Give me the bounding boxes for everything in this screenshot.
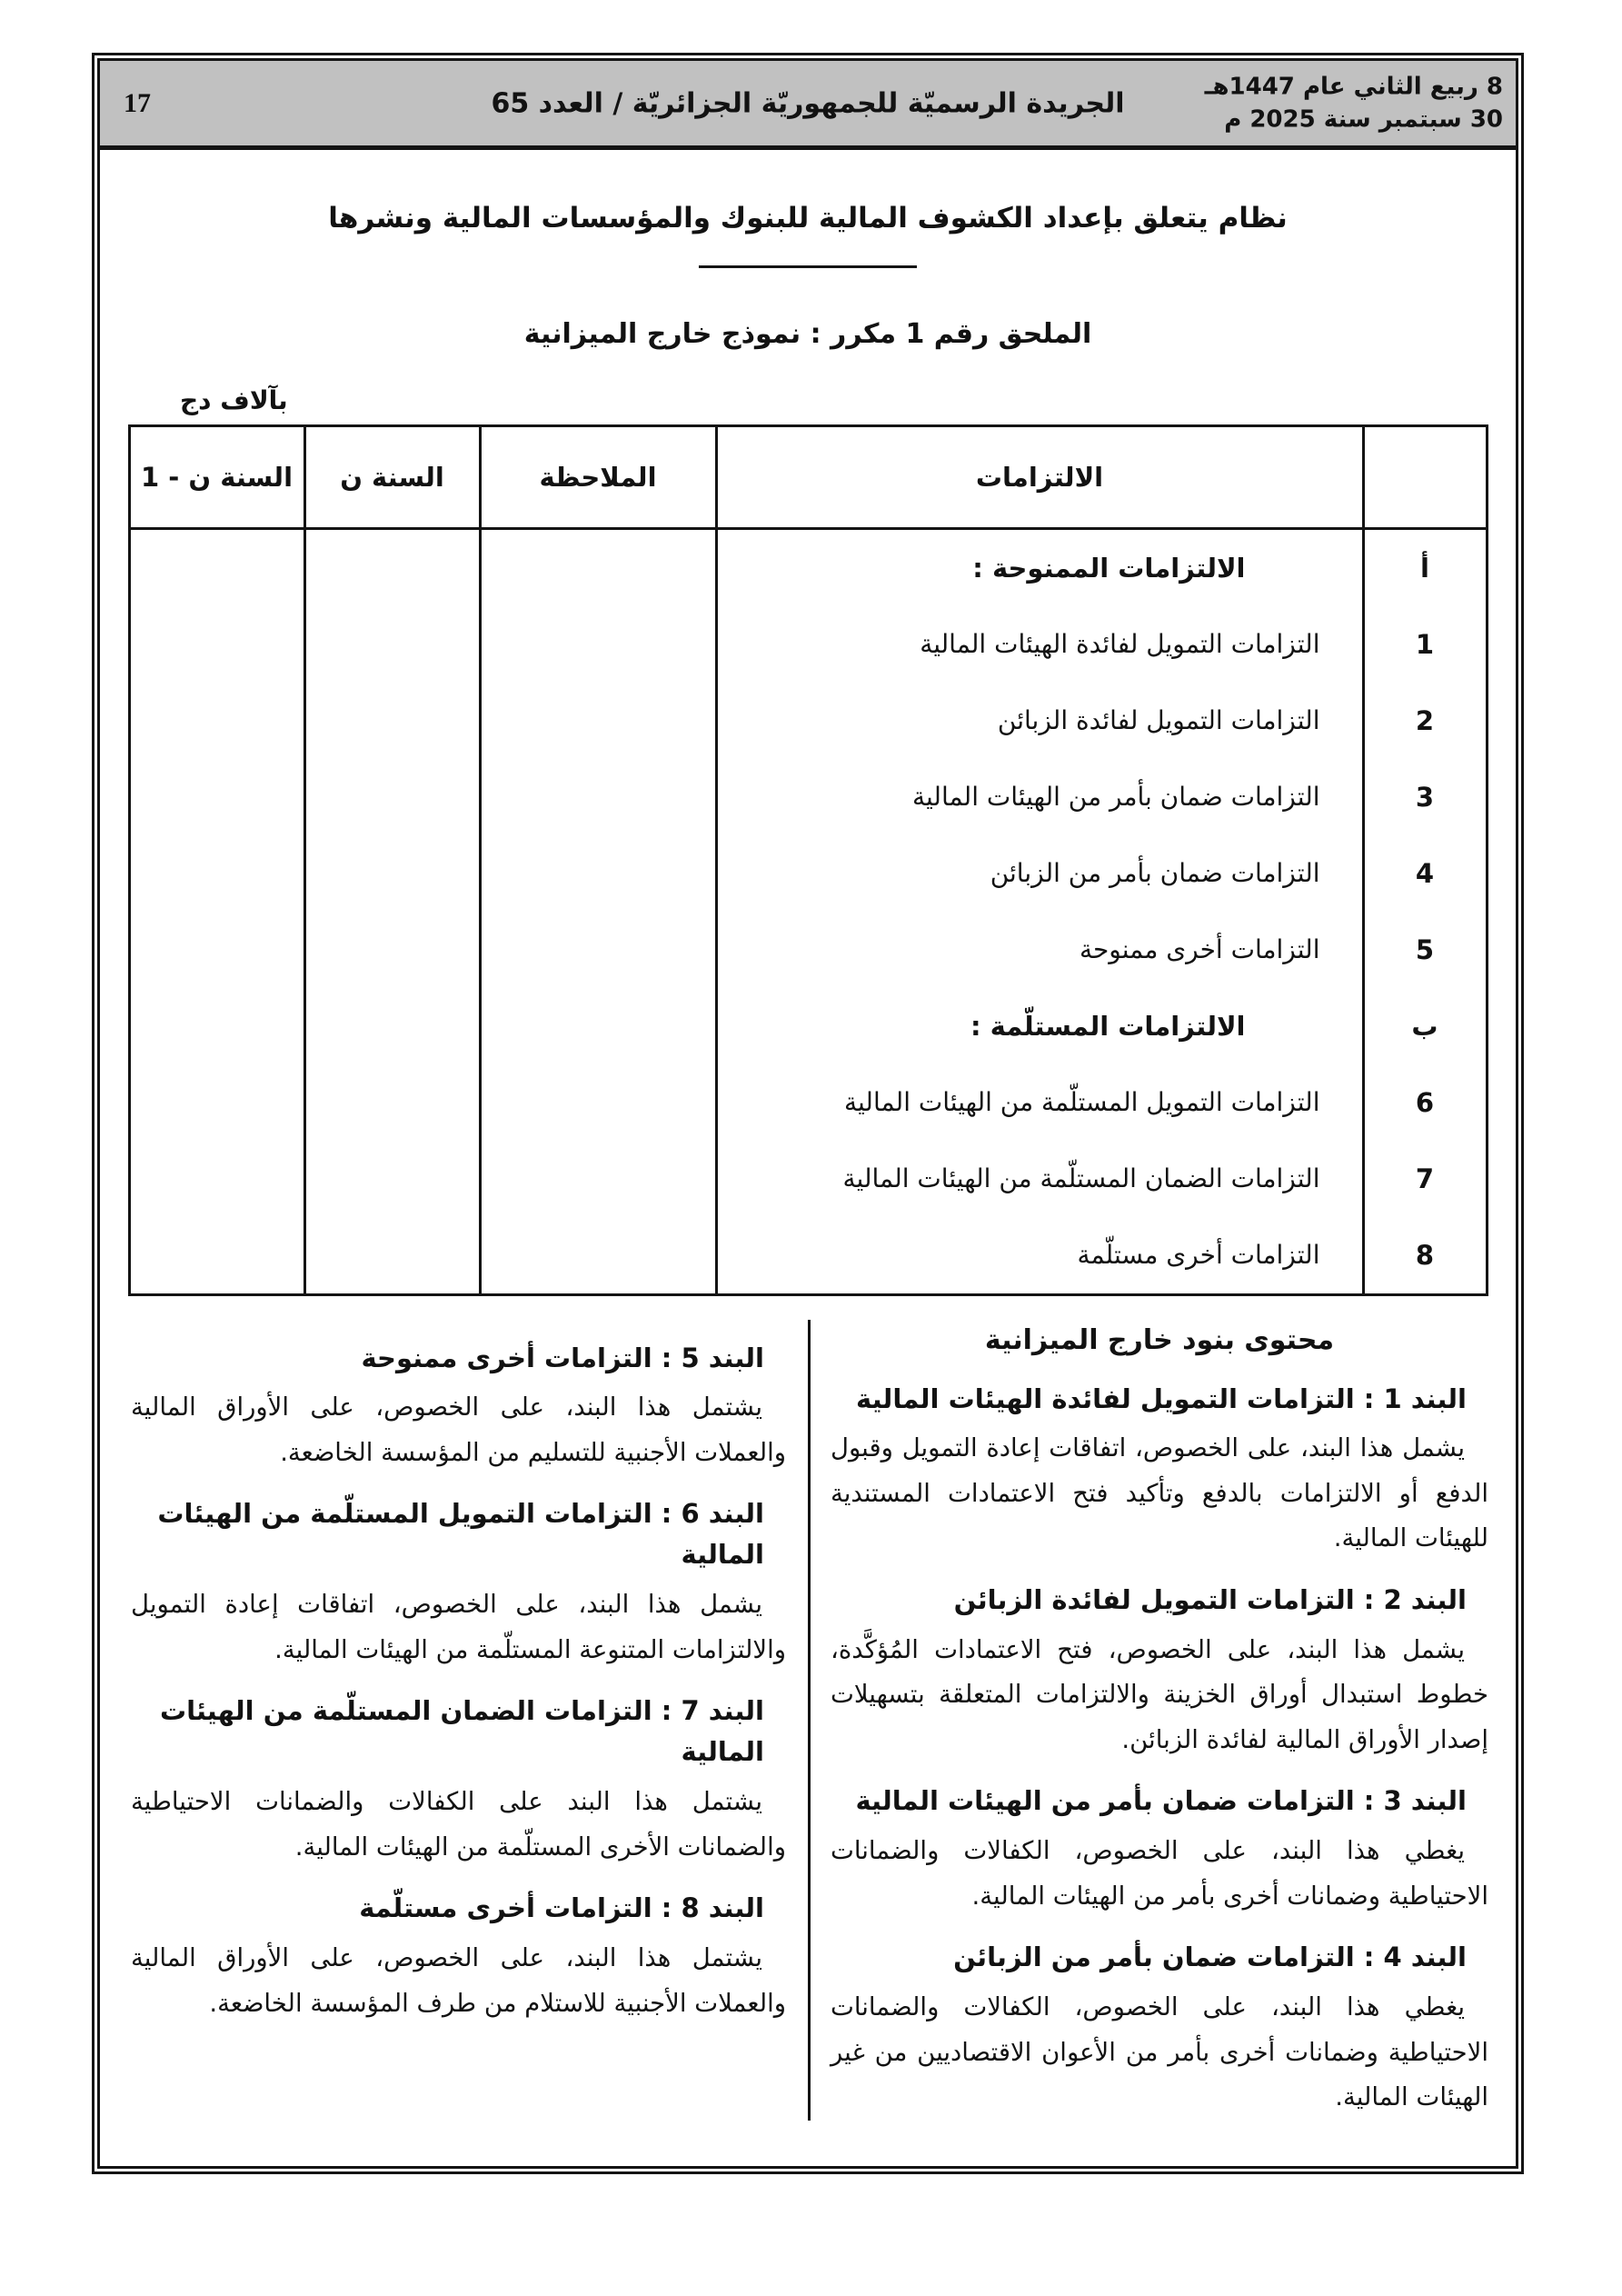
table-row-label: التزامات أخرى مستلّمة <box>1077 1240 1320 1270</box>
notes-items-right <box>831 1379 1488 2121</box>
table-row-label: التزامات أخرى ممنوحة <box>1079 934 1320 964</box>
table-row-number: 3 <box>1415 781 1435 813</box>
table-row-number: 7 <box>1415 1163 1435 1194</box>
note-item-title: البند 4 : التزامات ضمان بأمر من الزبائن <box>953 1942 1467 1973</box>
notes-column-right <box>808 1320 1492 2121</box>
note-item-body: يغطي هذا البند، على الخصوص، الكفالات والضمانات الاحتياطية وضمانات أخرى بأمر من الهيئات المالية. <box>831 1836 1488 1911</box>
table-header-row <box>129 425 1487 528</box>
note-item-body: يشتمل هذا البند على الكفالات والضمانات الاحتياطية والضمانات الأخرى المستلّمة من الهيئات المالية. <box>131 1787 786 1862</box>
note-item-left <box>131 1493 786 1672</box>
table-row-group-label: الالتزامات المستلّمة : <box>970 1010 1246 1042</box>
note-item-left <box>131 1691 786 1870</box>
title-separator-rule <box>699 265 917 268</box>
table-row-number: 8 <box>1415 1239 1435 1271</box>
table-body-row <box>129 528 1487 1294</box>
note-item-body: يشتمل هذا البند، على الخصوص، على الأوراق المالية والعملات الأجنبية للتسليم من المؤسسة الخاضعة. <box>131 1393 786 1467</box>
annex-title: الملحق رقم 1 مكرر : نموذج خارج الميزانية <box>523 317 1092 350</box>
page-frame <box>92 53 1524 2174</box>
table-row-number: 2 <box>1415 704 1435 736</box>
note-item-body: يشمل هذا البند، على الخصوص، اتفاقات إعادة التمويل والالتزامات المتنوعة المستلّمة من الهيئات المالية. <box>131 1590 786 1664</box>
notes-column-left <box>124 1320 808 2121</box>
notes-section <box>124 1320 1492 2121</box>
table-row-number: 5 <box>1415 933 1435 965</box>
table-col-commitments-header: الالتزامات <box>716 425 1363 528</box>
note-item-right <box>831 1379 1488 1562</box>
note-item-title: البند 6 : التزامات التمويل المستلّمة من الهيئات المالية <box>157 1498 764 1571</box>
table-row-label: التزامات ضمان بأمر من الهيئات المالية <box>911 782 1320 812</box>
notes-items-left <box>131 1338 786 2027</box>
note-item-title: البند 5 : التزامات أخرى ممنوحة <box>361 1342 764 1373</box>
issue-dates <box>1205 70 1503 136</box>
table-row-number: 1 <box>1415 628 1435 660</box>
date-hijri: 8 ربيع الثاني عام 1447هـ <box>1204 73 1503 101</box>
table-col-year-n-minus-1-header: السنة ن - 1 <box>129 425 304 528</box>
note-item-right <box>831 1937 1488 2120</box>
page-body <box>100 197 1516 2121</box>
notes-heading: محتوى بنود خارج الميزانية <box>984 1323 1335 1356</box>
note-item-title: البند 1 : التزامات التمويل لفائدة الهيئات المالية <box>856 1383 1467 1414</box>
masthead-band <box>100 61 1516 150</box>
page-frame-inner <box>97 58 1518 2169</box>
note-item-left <box>131 1338 786 1476</box>
table-row-label: التزامات ضمان بأمر من الزبائن <box>990 858 1320 888</box>
note-item-title: البند 3 : التزامات ضمان بأمر من الهيئات المالية <box>855 1785 1467 1817</box>
table-row-label: التزامات التمويل المستلّمة من الهيئات المالية <box>843 1087 1320 1117</box>
table-row-number: أ <box>1420 552 1429 584</box>
note-item-body: يغطي هذا البند، على الخصوص، الكفالات والضمانات الاحتياطية وضمانات أخرى بأمر من الأعوان الاقتصاديين من غير الهيئات المالية. <box>831 1992 1488 2112</box>
table-row-number: ب <box>1411 1010 1438 1042</box>
table-col-year-n-header: السنة ن <box>304 425 480 528</box>
note-item-title: البند 8 : التزامات أخرى مستلّمة <box>359 1892 764 1924</box>
table-col-note-header: الملاحظة <box>480 425 716 528</box>
off-balance-sheet-table <box>128 424 1488 1296</box>
table-row-number: 4 <box>1415 857 1435 889</box>
table-col-numbers-header <box>1363 425 1487 528</box>
note-item-right <box>831 1580 1488 1762</box>
note-item-body: يشمل هذا البند، على الخصوص، فتح الاعتمادات المُؤكَّدة، خطوط استبدال أوراق الخزينة والالتزامات المتعلقة بتسهيلات إصدار الأوراق المالية لفائدة الزبائن. <box>831 1634 1488 1754</box>
table-row-label: التزامات الضمان المستلّمة من الهيئات المالية <box>842 1163 1320 1193</box>
table-col-year-n-body <box>304 528 480 1294</box>
table-row-label: التزامات التمويل لفائدة الهيئات المالية <box>920 629 1320 659</box>
table-col-commitments-body <box>716 528 1363 1294</box>
note-item-body: يشمل هذا البند، على الخصوص، اتفاقات إعادة التمويل وقبول الدفع أو الالتزامات بالدفع وتأكيد فتح الاعتمادات المستندية للهيئات المالية. <box>831 1433 1488 1553</box>
note-item-left <box>131 1888 786 2026</box>
date-gregorian: 30 سبتمبر سنة 2025 م <box>1224 105 1503 134</box>
table-row-label: التزامات التمويل لفائدة الزبائن <box>997 705 1320 735</box>
table-row-group-label: الالتزامات الممنوحة : <box>972 552 1246 584</box>
note-item-right <box>831 1781 1488 1919</box>
table-col-numbers-body <box>1363 528 1487 1294</box>
unit-note: بآلاف دج <box>180 384 288 415</box>
journal-title: الجريدة الرسميّة للجمهوريّة الجزائريّة / العدد 65 <box>491 87 1125 119</box>
table-row-number: 6 <box>1415 1086 1435 1118</box>
table-col-year-n-minus-1-body <box>129 528 304 1294</box>
note-item-body: يشتمل هذا البند، على الخصوص، على الأوراق المالية والعملات الأجنبية للاستلام من طرف المؤسسة الخاضعة. <box>131 1943 786 2018</box>
table-col-note-body <box>480 528 716 1294</box>
note-item-title: البند 2 : التزامات التمويل لفائدة الزبائن <box>953 1583 1467 1615</box>
note-item-title: البند 7 : التزامات الضمان المستلّمة من الهيئات المالية <box>159 1695 764 1768</box>
document-title: نظام يتعلق بإعداد الكشوف المالية للبنوك والمؤسسات المالية ونشرها <box>328 202 1288 235</box>
page-number: 17 <box>124 87 151 118</box>
